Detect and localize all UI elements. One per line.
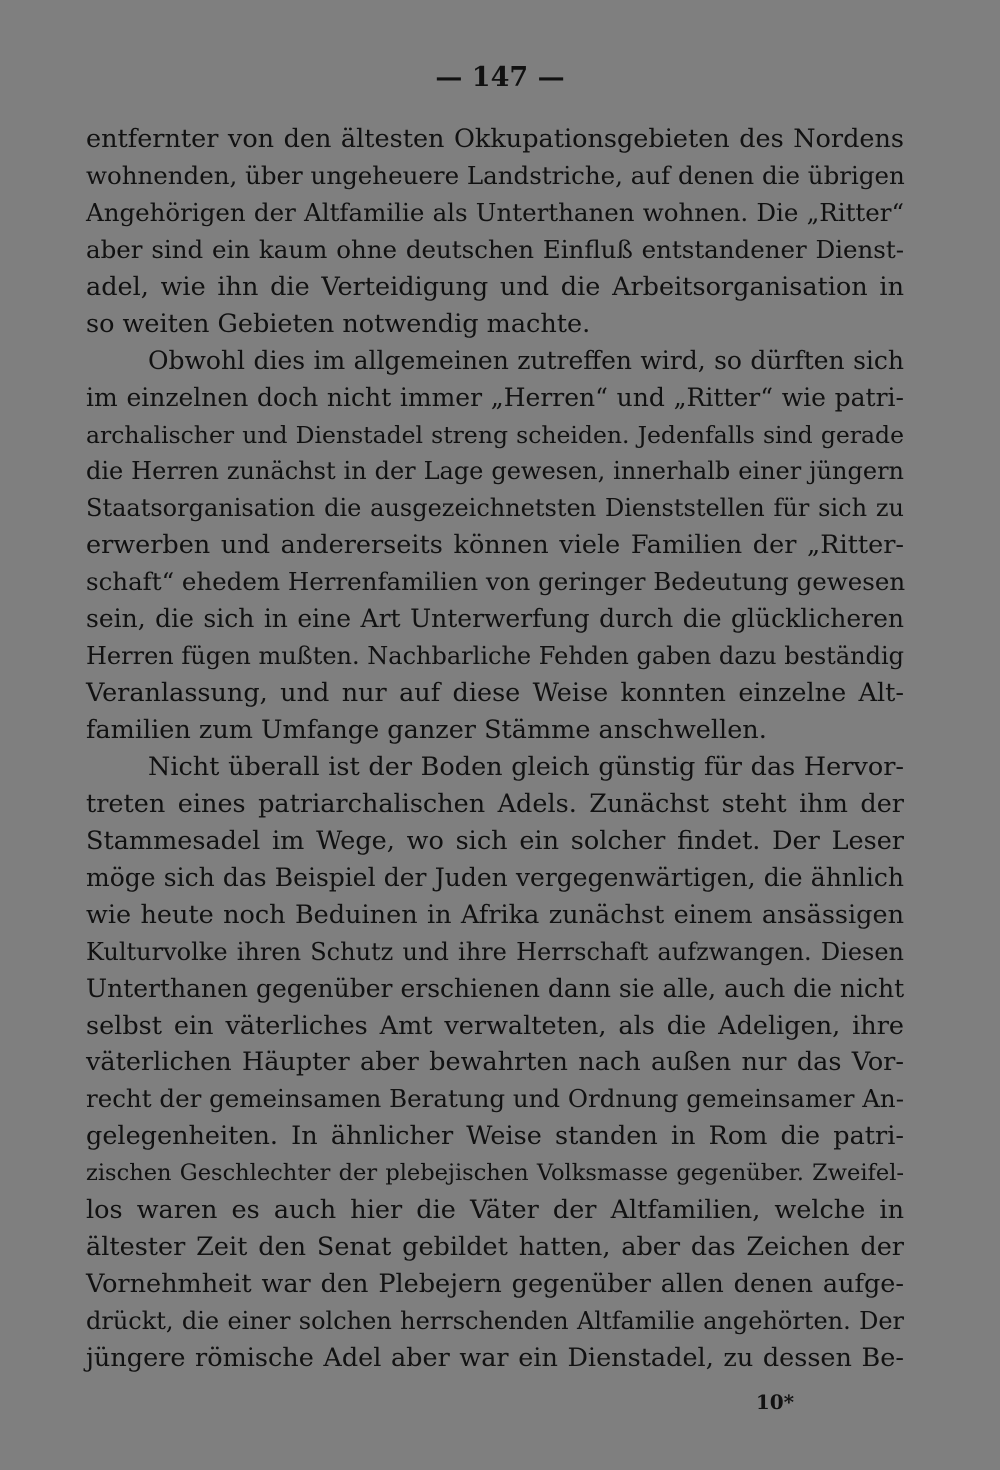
text-line: entfernter von den ältesten Okkupationsgebieten des Nordens [86, 124, 904, 154]
paragraph-start-line: Obwohl dies im allgemeinen zutreffen wird, so dürften sich [148, 345, 904, 375]
text-line: recht der gemeinsamen Beratung und Ordnung gemeinsamer An- [86, 1084, 904, 1114]
text-line: treten eines patriarchalischen Adels. Zunächst steht ihm der [86, 788, 904, 819]
text-line: wohnenden, über ungeheuere Landstriche, auf denen die übrigen [86, 160, 905, 190]
text-line: Veranlassung, und nur auf diese Weise konnten einzelne Alt- [86, 678, 904, 709]
text-line: archalischer und Dienstadel streng scheiden. Jedenfalls sind gerade [86, 420, 904, 449]
text-line: Staatsorganisation die ausgezeichnetsten Dienststellen für sich zu [86, 494, 904, 523]
text-line: väterlichen Häupter aber bewahrten nach außen nur das Vor- [86, 1047, 904, 1078]
text-line: Angehörigen der Altfamilie als Unterthanen wohnen. Die „Ritter“ [86, 197, 904, 227]
text-line: Herren fügen mußten. Nachbarliche Fehden gaben dazu beständig [86, 642, 904, 671]
text-line: erwerben und andererseits können viele Familien der „Ritter- [86, 530, 904, 561]
text-line: zischen Geschlechter der plebejischen Volksmasse gegenüber. Zweifel- [86, 1160, 904, 1187]
text-line: ältester Zeit den Senat gebildet hatten, aber das Zeichen der [86, 1232, 904, 1263]
paragraph-start-line: Nicht überall ist der Boden gleich günstig für das Hervor- [148, 751, 904, 782]
text-line: die Herren zunächst in der Lage gewesen, innerhalb einer jüngern [86, 457, 904, 486]
text-line: im einzelnen doch nicht immer „Herren“ und „Ritter“ wie patri- [86, 382, 904, 412]
text-line: sein, die sich in eine Art Unterwerfung durch die glücklicheren [86, 604, 904, 634]
text-line: Kulturvolke ihren Schutz und ihre Herrschaft aufzwangen. Diesen [86, 937, 904, 966]
text-line: so weiten Gebieten notwendig machte. [86, 308, 591, 339]
text-line: aber sind ein kaum ohne deutschen Einfluß entstandener Dienst- [86, 234, 904, 264]
text-line: Vornehmheit war den Plebejern gegenüber allen denen aufge- [86, 1269, 904, 1300]
page-number: — 147 — [435, 62, 565, 93]
text-line: Stammesadel im Wege, wo sich ein solcher findet. Der Leser [86, 825, 904, 856]
text-line: jüngere römische Adel aber war ein Dienstadel, zu dessen Be- [86, 1342, 904, 1373]
text-line: schaft“ ehedem Herrenfamilien von geringer Bedeutung gewesen [86, 567, 906, 597]
signature-mark: 10* [755, 1390, 795, 1414]
text-line: wie heute noch Beduinen in Afrika zunächst einem ansässigen [86, 899, 904, 930]
text-line: Unterthanen gegenüber erschienen dann sie alle, auch die nicht [86, 973, 905, 1003]
text-line: möge sich das Beispiel der Juden vergegenwärtigen, die ähnlich [86, 862, 904, 892]
text-line: gelegenheiten. In ähnlicher Weise standen in Rom die patri- [86, 1121, 904, 1152]
text-line: los waren es auch hier die Väter der Altfamilien, welche in [86, 1195, 904, 1226]
text-line: familien zum Umfange ganzer Stämme anschwellen. [86, 715, 767, 745]
text-line: adel, wie ihn die Verteidigung und die Arbeitsorganisation in [86, 271, 904, 302]
body-text [86, 121, 904, 1377]
text-line: drückt, die einer solchen herrschenden Altfamilie angehörten. Der [86, 1307, 904, 1335]
text-line: selbst ein väterliches Amt verwalteten, als die Adeligen, ihre [86, 1010, 904, 1041]
